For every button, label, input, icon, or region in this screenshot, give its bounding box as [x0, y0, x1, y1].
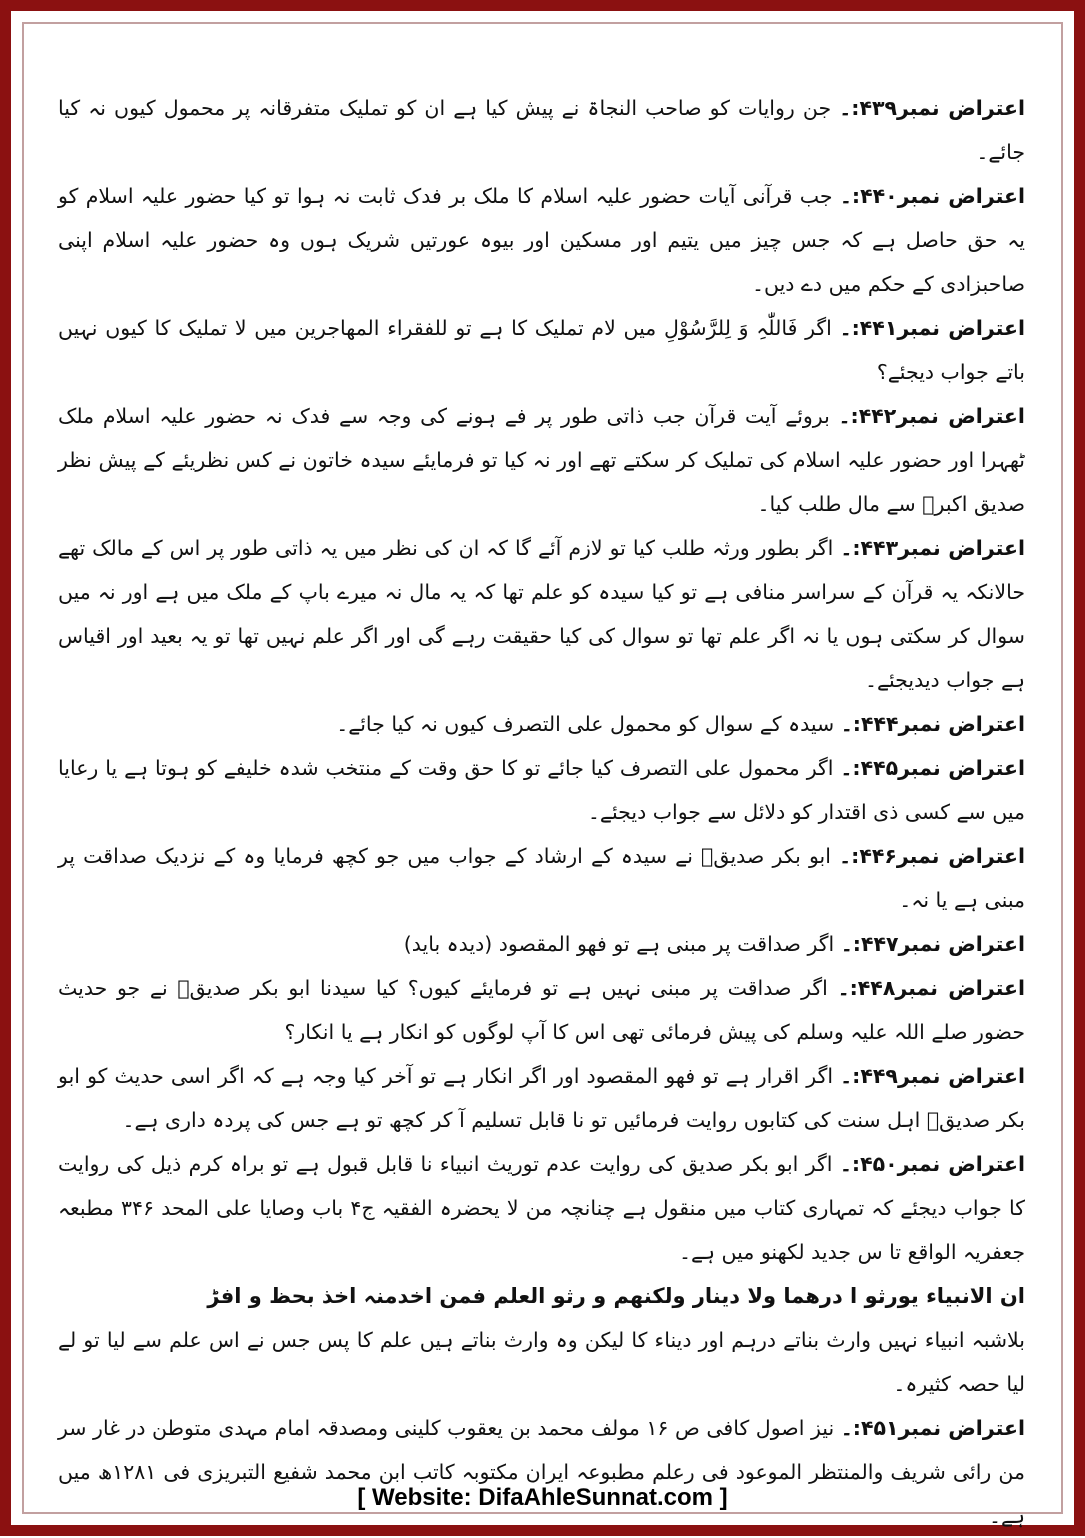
separator: :۔: [838, 404, 859, 428]
objection-441: [58, 306, 1025, 394]
objection-text: اگر محمول علی التصرف کیا جائے تو کا حق وقت کے منتخب شدہ خلیفے کو ہوتا ہے یا رعایا میں سے کسی ذی اقتدار کو دلائل سے جواب دیجئے۔: [58, 756, 1025, 824]
separator: :۔: [839, 184, 861, 208]
objection-text: اگر صداقت پر مبنی نہیں ہے تو فرمایئے کیوں؟ کیا سیدنا ابو بکر صدیقؓ نے جو حدیث حضور صلے اللہ علیہ وسلم کی پیش فرمائی تھی اس کا آپ لوگوں کو انکار ہے یا انکار؟: [58, 976, 1025, 1044]
objection-442: [58, 394, 1025, 526]
objection-450: [58, 1142, 1025, 1274]
objection-label: اعتراض نمبر۴۴۶: [859, 844, 1025, 868]
objection-447: [58, 922, 1025, 966]
objection-text: جب قرآنی آیات حضور علیہ اسلام کا ملک بر فدک ثابت نہ ہوا تو کیا حضور علیہ اسلام کو یہ حق حاصل ہے کہ جس چیز میں یتیم اور مسکین اور بیوہ عورتیں شریک ہوں وہ حضور علیہ اسلام اپنی صاحبزادی کے حکم میں دے دیں۔: [58, 184, 1025, 296]
separator: :۔: [840, 932, 861, 956]
objection-text: اگر ابو بکر صدیق کی روایت عدم توریث انبیاء نا قابل قبول ہے تو براہ کرم ذیل کی روایت کا جواب دیجئے کہ تمہاری کتاب میں منقول ہے چنانچہ من لا یحضرہ الفقیہ ج۴ باب وصایا علی المحد ۳۴۶ مطبعہ جعفریہ الواقع تا س جدید لکھنو میں ہے۔: [58, 1152, 1025, 1264]
objection-text: ابو بکر صدیقؓ نے سیدہ کے ارشاد کے جواب میں جو کچھ فرمایا وہ کے نزدیک صداقت پر مبنی ہے یا نہ۔: [58, 844, 1025, 912]
separator: :۔: [840, 1416, 861, 1440]
objection-label: اعتراض نمبر۴۴۷: [860, 932, 1025, 956]
objection-449: [58, 1054, 1025, 1142]
objection-label: اعتراض نمبر۴۴۵: [860, 756, 1025, 780]
arabic-hadith-quote: ان الانبیاء یورثو ا درھما ولا دینار ولکنھم و رثو العلم فمن اخدمنہ اخذ بحظ و افرؕ: [207, 1284, 1025, 1308]
objection-text: جن روایات کو صاحب النجاۃ نے پیش کیا ہے ان کو تملیک متفرقانہ پر محمول کیوں نہ کیا جائے۔: [58, 96, 1025, 164]
separator: :۔: [840, 712, 861, 736]
objection-446: [58, 834, 1025, 922]
separator: :۔: [839, 96, 860, 120]
objection-text: نیز اصول کافی ص ۱۶ مولف محمد بن یعقوب کلینی ومصدقہ امام مہدی متوطن در غار سر من رائی شریف والمنتظر الموعود فی رعلم مطبوعہ ایران مکتوبہ کاتب ابن محمد شفیع التبریزی فی ۱۲۸۱ھ میں ہے۔: [58, 1416, 1025, 1528]
objection-439: [58, 86, 1025, 174]
separator: :۔: [839, 1152, 861, 1176]
objection-text: سیدہ کے سوال کو محمول علی التصرف کیوں نہ کیا جائے۔: [336, 712, 835, 736]
objection-label: اعتراض نمبر۴۵۱: [860, 1416, 1025, 1440]
separator: :۔: [839, 316, 860, 340]
separator: :۔: [840, 756, 861, 780]
objection-440: [58, 174, 1025, 306]
objection-label: اعتراض نمبر۴۴۱: [859, 316, 1025, 340]
objection-443: [58, 526, 1025, 702]
objection-label: اعتراض نمبر۴۴۲: [858, 404, 1025, 428]
objection-label: اعتراض نمبر۴۴۸: [857, 976, 1025, 1000]
objection-text: اگر فَاللّٰہِ وَ لِلرَّسُوْلِ میں لام تملیک کا ہے تو للفقراء المھاجرین میں لا تملیک کا کیوں نہیں باتے جواب دیجئے؟: [58, 316, 1025, 384]
objection-text: اگر بطور ورثہ طلب کیا تو لازم آئے گا کہ ان کی نظر میں یہ ذاتی طور پر اس کے مالک تھے حالانکہ یہ قرآن کے سراسر منافی ہے تو کیا سیدہ کو علم تھا کہ یہ مال نہ میرے باپ کے ملک میں ہے اور نہ میں سوال کر سکتی ہوں یا نہ اگر علم تھا تو سوال کی کیا حقیقت رہے گی اور اگر علم نہیں تھا تو یہ بعید اور اقیاس ہے جواب دیدیجئے۔: [58, 536, 1025, 692]
urdu-translation: بلاشبہ انبیاء نہیں وارث بناتے درہم اور دیناء کا لیکن وہ وارث بناتے ہیں علم کا پس جس نے اس علم سے لیا تو لے لیا حصہ کثیرہ۔: [58, 1328, 1025, 1396]
objection-label: اعتراض نمبر۴۳۹: [859, 96, 1025, 120]
objection-label: اعتراض نمبر۴۴۳: [860, 536, 1025, 560]
document-body: [58, 86, 1025, 1538]
objection-445: [58, 746, 1025, 834]
website-footer: [ Website: DifaAhleSunnat.com ]: [357, 1484, 728, 1511]
separator: :۔: [840, 536, 861, 560]
objection-text: بروئے آیت قرآن جب ذاتی طور پر فے ہونے کی وجہ سے فدک نہ حضور علیہ اسلام ملک ٹھہرا اور حضور علیہ اسلام کی تملیک کر سکتے تھے اور نہ کیا تو فرمایئے سیدہ خاتون نے کس نظریئے کے پیش نظر صدیق اکبرؓ سے مال طلب کیا۔: [58, 404, 1025, 516]
objection-448: [58, 966, 1025, 1054]
separator: :۔: [840, 1064, 861, 1088]
separator: :۔: [839, 844, 860, 868]
separator: :۔: [837, 976, 858, 1000]
objection-444: [58, 702, 1025, 746]
objection-text: اگر صداقت پر مبنی ہے تو فھو المقصود (دیدہ باید): [403, 932, 835, 956]
objection-label: اعتراض نمبر۴۵۰: [860, 1152, 1025, 1176]
objection-label: اعتراض نمبر۴۴۹: [860, 1064, 1025, 1088]
objection-label: اعتراض نمبر۴۴۰: [860, 184, 1025, 208]
objection-text: اگر اقرار ہے تو فھو المقصود اور اگر انکار ہے تو آخر کیا وجہ ہے کہ اگر اسی حدیث کو ابو بکر صدیقؓ اہل سنت کی کتابوں روایت فرمائیں تو نا قابل تسلیم آ کر کچھ تو ہے جس کی پردہ داری ہے۔: [58, 1064, 1025, 1132]
objection-451: [58, 1406, 1025, 1538]
objection-label: اعتراض نمبر۴۴۴: [860, 712, 1025, 736]
